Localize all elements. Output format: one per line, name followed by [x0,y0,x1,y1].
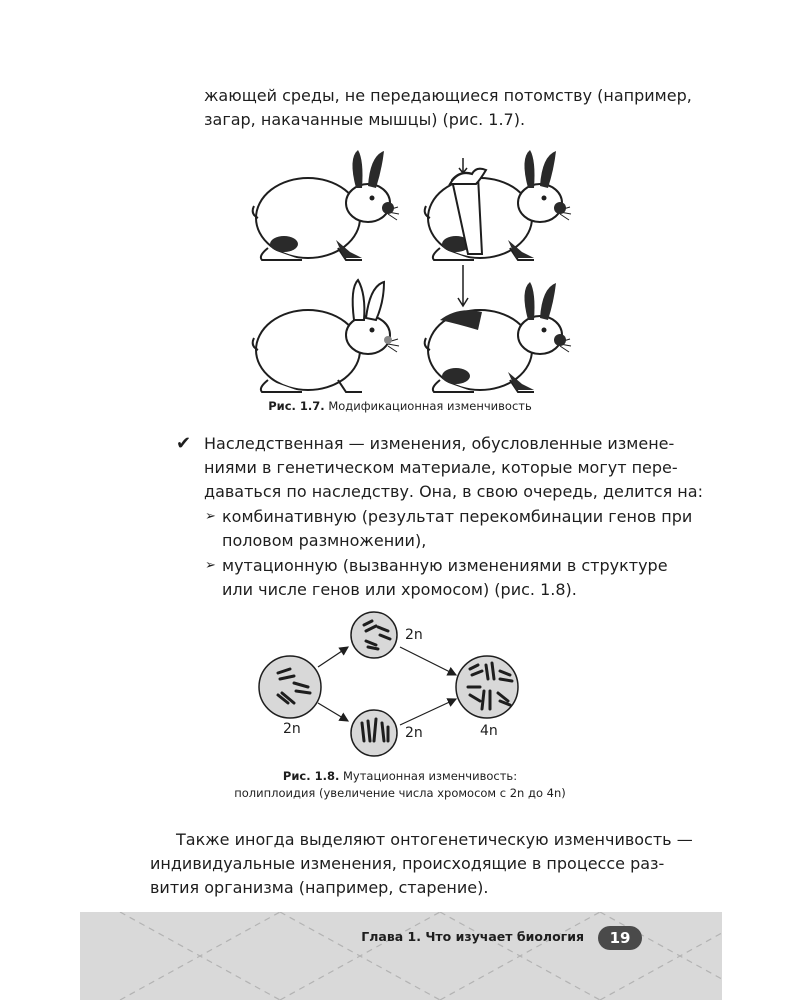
label-bottom-2n: 2n [405,725,423,741]
cell-right [456,656,518,718]
figure-1-7 [200,140,600,395]
hereditary-paragraph [204,432,703,504]
text-line: Наследственная — изменения, обусловленные измене- [204,434,675,453]
label-top-2n: 2n [405,627,423,643]
caption-line2: полиплоидия (увеличение числа хромосом с 2n до 4n) [234,786,566,800]
sub-item-combinative [222,505,693,553]
chapter-title: Глава 1. Что изучает биология [361,929,584,944]
text-line: загар, накачанные мышцы) (рис. 1.7). [204,110,526,129]
rabbit-with-bandage [425,150,571,260]
label-left-2n: 2n [283,721,301,737]
cell-left [259,656,321,718]
text-line: жающей среды, не передающиеся потомству (например, [204,86,692,105]
rabbit-dark-patch [425,282,571,392]
caption-text: Модификационная изменчивость [328,399,532,413]
caption-label: Рис. 1.7. [268,399,325,413]
cell-top [351,612,397,658]
page-number: 19 [598,926,642,950]
intro-paragraph [204,84,692,132]
caption-text: Мутационная изменчивость: [342,769,518,783]
text-line: Также иногда выделяют онтогенетическую изменчивость — [176,830,693,849]
figure-1-8-caption [0,768,800,802]
sub-item-mutational [222,554,668,602]
arrow-bullet-icon: ➢ [205,509,216,524]
rabbit-white [253,280,399,392]
arrow-bullet-icon: ➢ [205,558,216,573]
figure-1-7-caption [0,398,800,415]
cell-bottom [351,710,397,756]
text-line: мутационную (вызванную изменениями в структуре [222,556,668,575]
text-line: или числе генов или хромосом) (рис. 1.8). [222,580,577,599]
text-line: вития организма (например, старение). [150,878,489,897]
text-line: ниями в генетическом материале, которые могут пере- [204,458,678,477]
figure-1-8 [250,605,540,765]
text-line: индивидуальные изменения, происходящие в процессе раз- [150,854,665,873]
text-line: даваться по наследству. Она, в свою очередь, делится на: [204,482,703,501]
checkmark-icon: ✔ [176,433,192,454]
page-footer [80,912,722,1000]
label-right-4n: 4n [480,723,498,739]
text-line: половом размножении), [222,531,427,550]
closing-paragraph [150,828,693,900]
caption-label: Рис. 1.8. [282,769,340,783]
text-line: комбинативную (результат перекомбинации генов при [222,507,693,526]
rabbit-normal [253,150,399,260]
